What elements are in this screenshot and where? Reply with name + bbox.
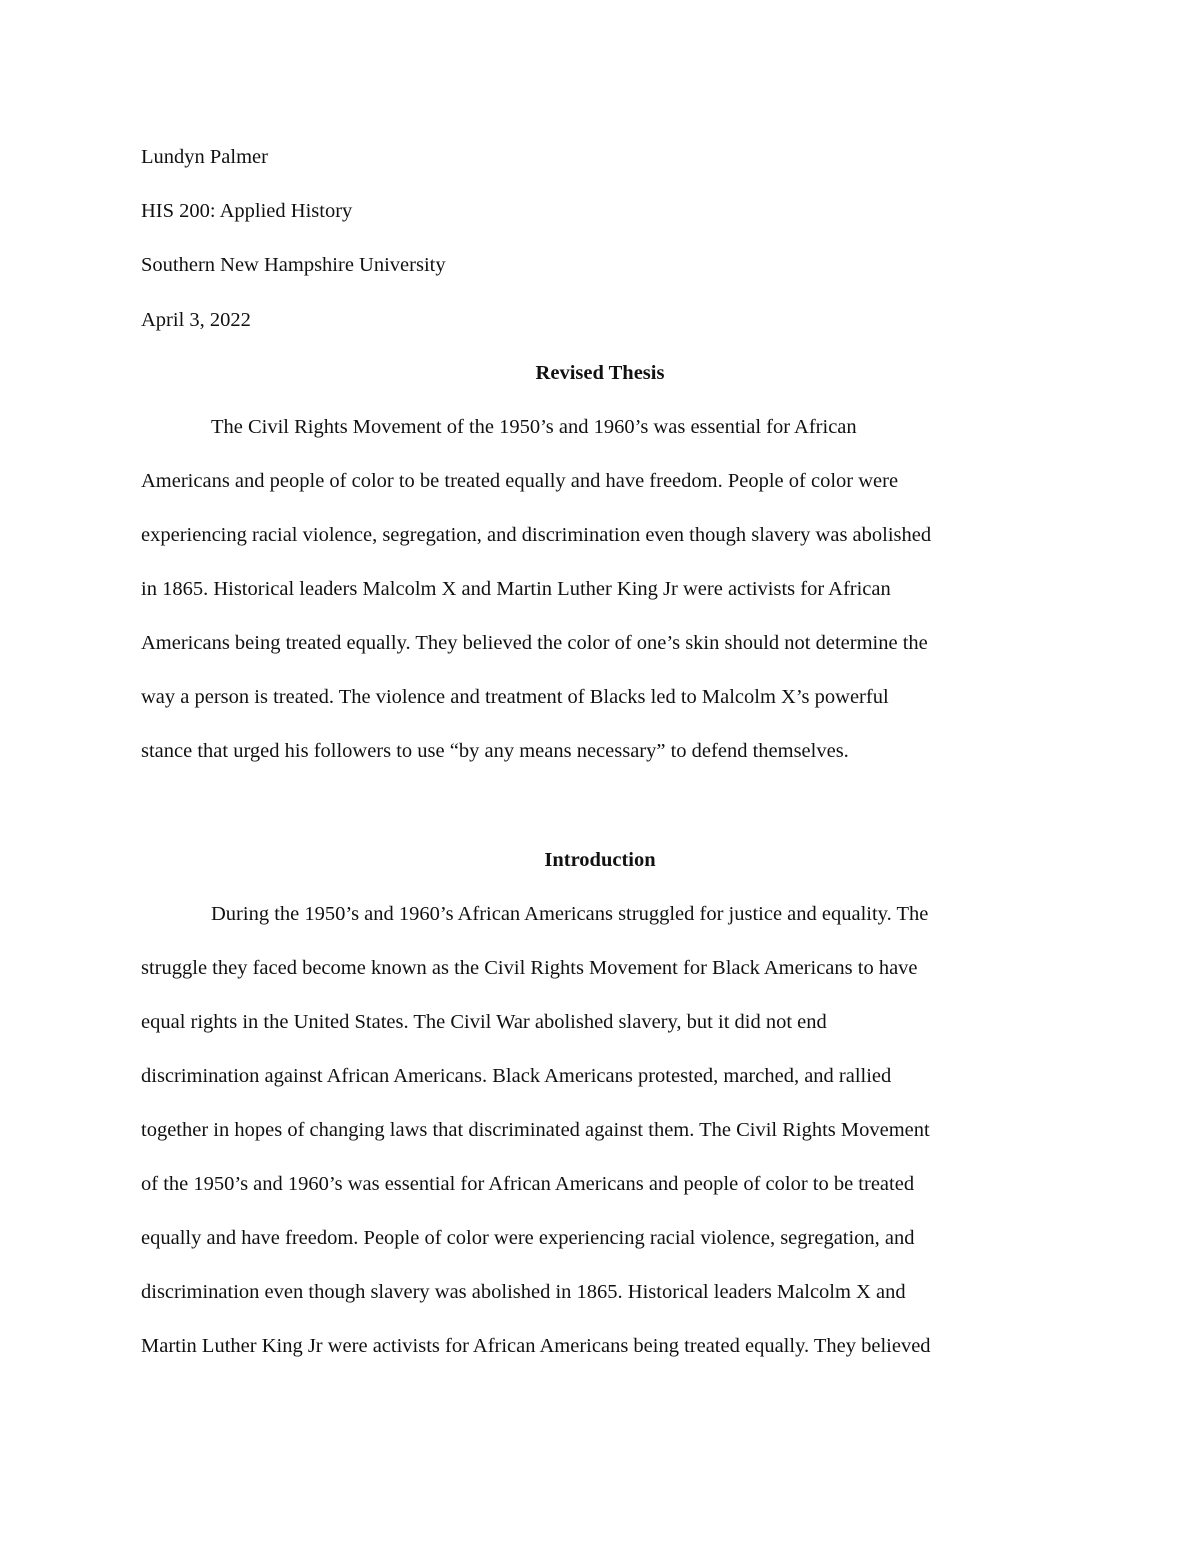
thesis-line: stance that urged his followers to use “by any means necessary” to defend themselves. [141,740,849,762]
document-date: April 3, 2022 [141,309,251,331]
course-name: HIS 200: Applied History [141,200,353,222]
introduction-line: together in hopes of changing laws that discriminated against them. The Civil Rights Movement [141,1119,930,1141]
author-name: Lundyn Palmer [141,146,268,168]
introduction-line: discrimination against African Americans. Black Americans protested, marched, and rallied [141,1065,892,1087]
thesis-heading: Revised Thesis [535,362,665,384]
thesis-line: The Civil Rights Movement of the 1950’s and 1960’s was essential for African [211,416,857,438]
introduction-line: of the 1950’s and 1960’s was essential for African Americans and people of color to be treated [141,1173,915,1195]
introduction-heading: Introduction [544,849,656,871]
institution-name: Southern New Hampshire University [141,254,446,276]
thesis-line: in 1865. Historical leaders Malcolm X and Martin Luther King Jr were activists for African [141,578,891,600]
introduction-line: equally and have freedom. People of color were experiencing racial violence, segregation, and [141,1227,915,1249]
introduction-line: equal rights in the United States. The Civil War abolished slavery, but it did not end [141,1011,827,1033]
introduction-line: During the 1950’s and 1960’s African Americans struggled for justice and equality. The [211,903,929,925]
introduction-line: Martin Luther King Jr were activists for African Americans being treated equally. They believed [141,1335,931,1357]
thesis-line: Americans and people of color to be treated equally and have freedom. People of color were [141,470,899,492]
thesis-line: experiencing racial violence, segregation, and discrimination even though slavery was abolished [141,524,932,546]
introduction-line: discrimination even though slavery was abolished in 1865. Historical leaders Malcolm X and [141,1281,906,1303]
thesis-line: Americans being treated equally. They believed the color of one’s skin should not determine the [141,632,928,654]
thesis-line: way a person is treated. The violence and treatment of Blacks led to Malcolm X’s powerful [141,686,889,708]
introduction-line: struggle they faced become known as the Civil Rights Movement for Black Americans to have [141,957,918,979]
